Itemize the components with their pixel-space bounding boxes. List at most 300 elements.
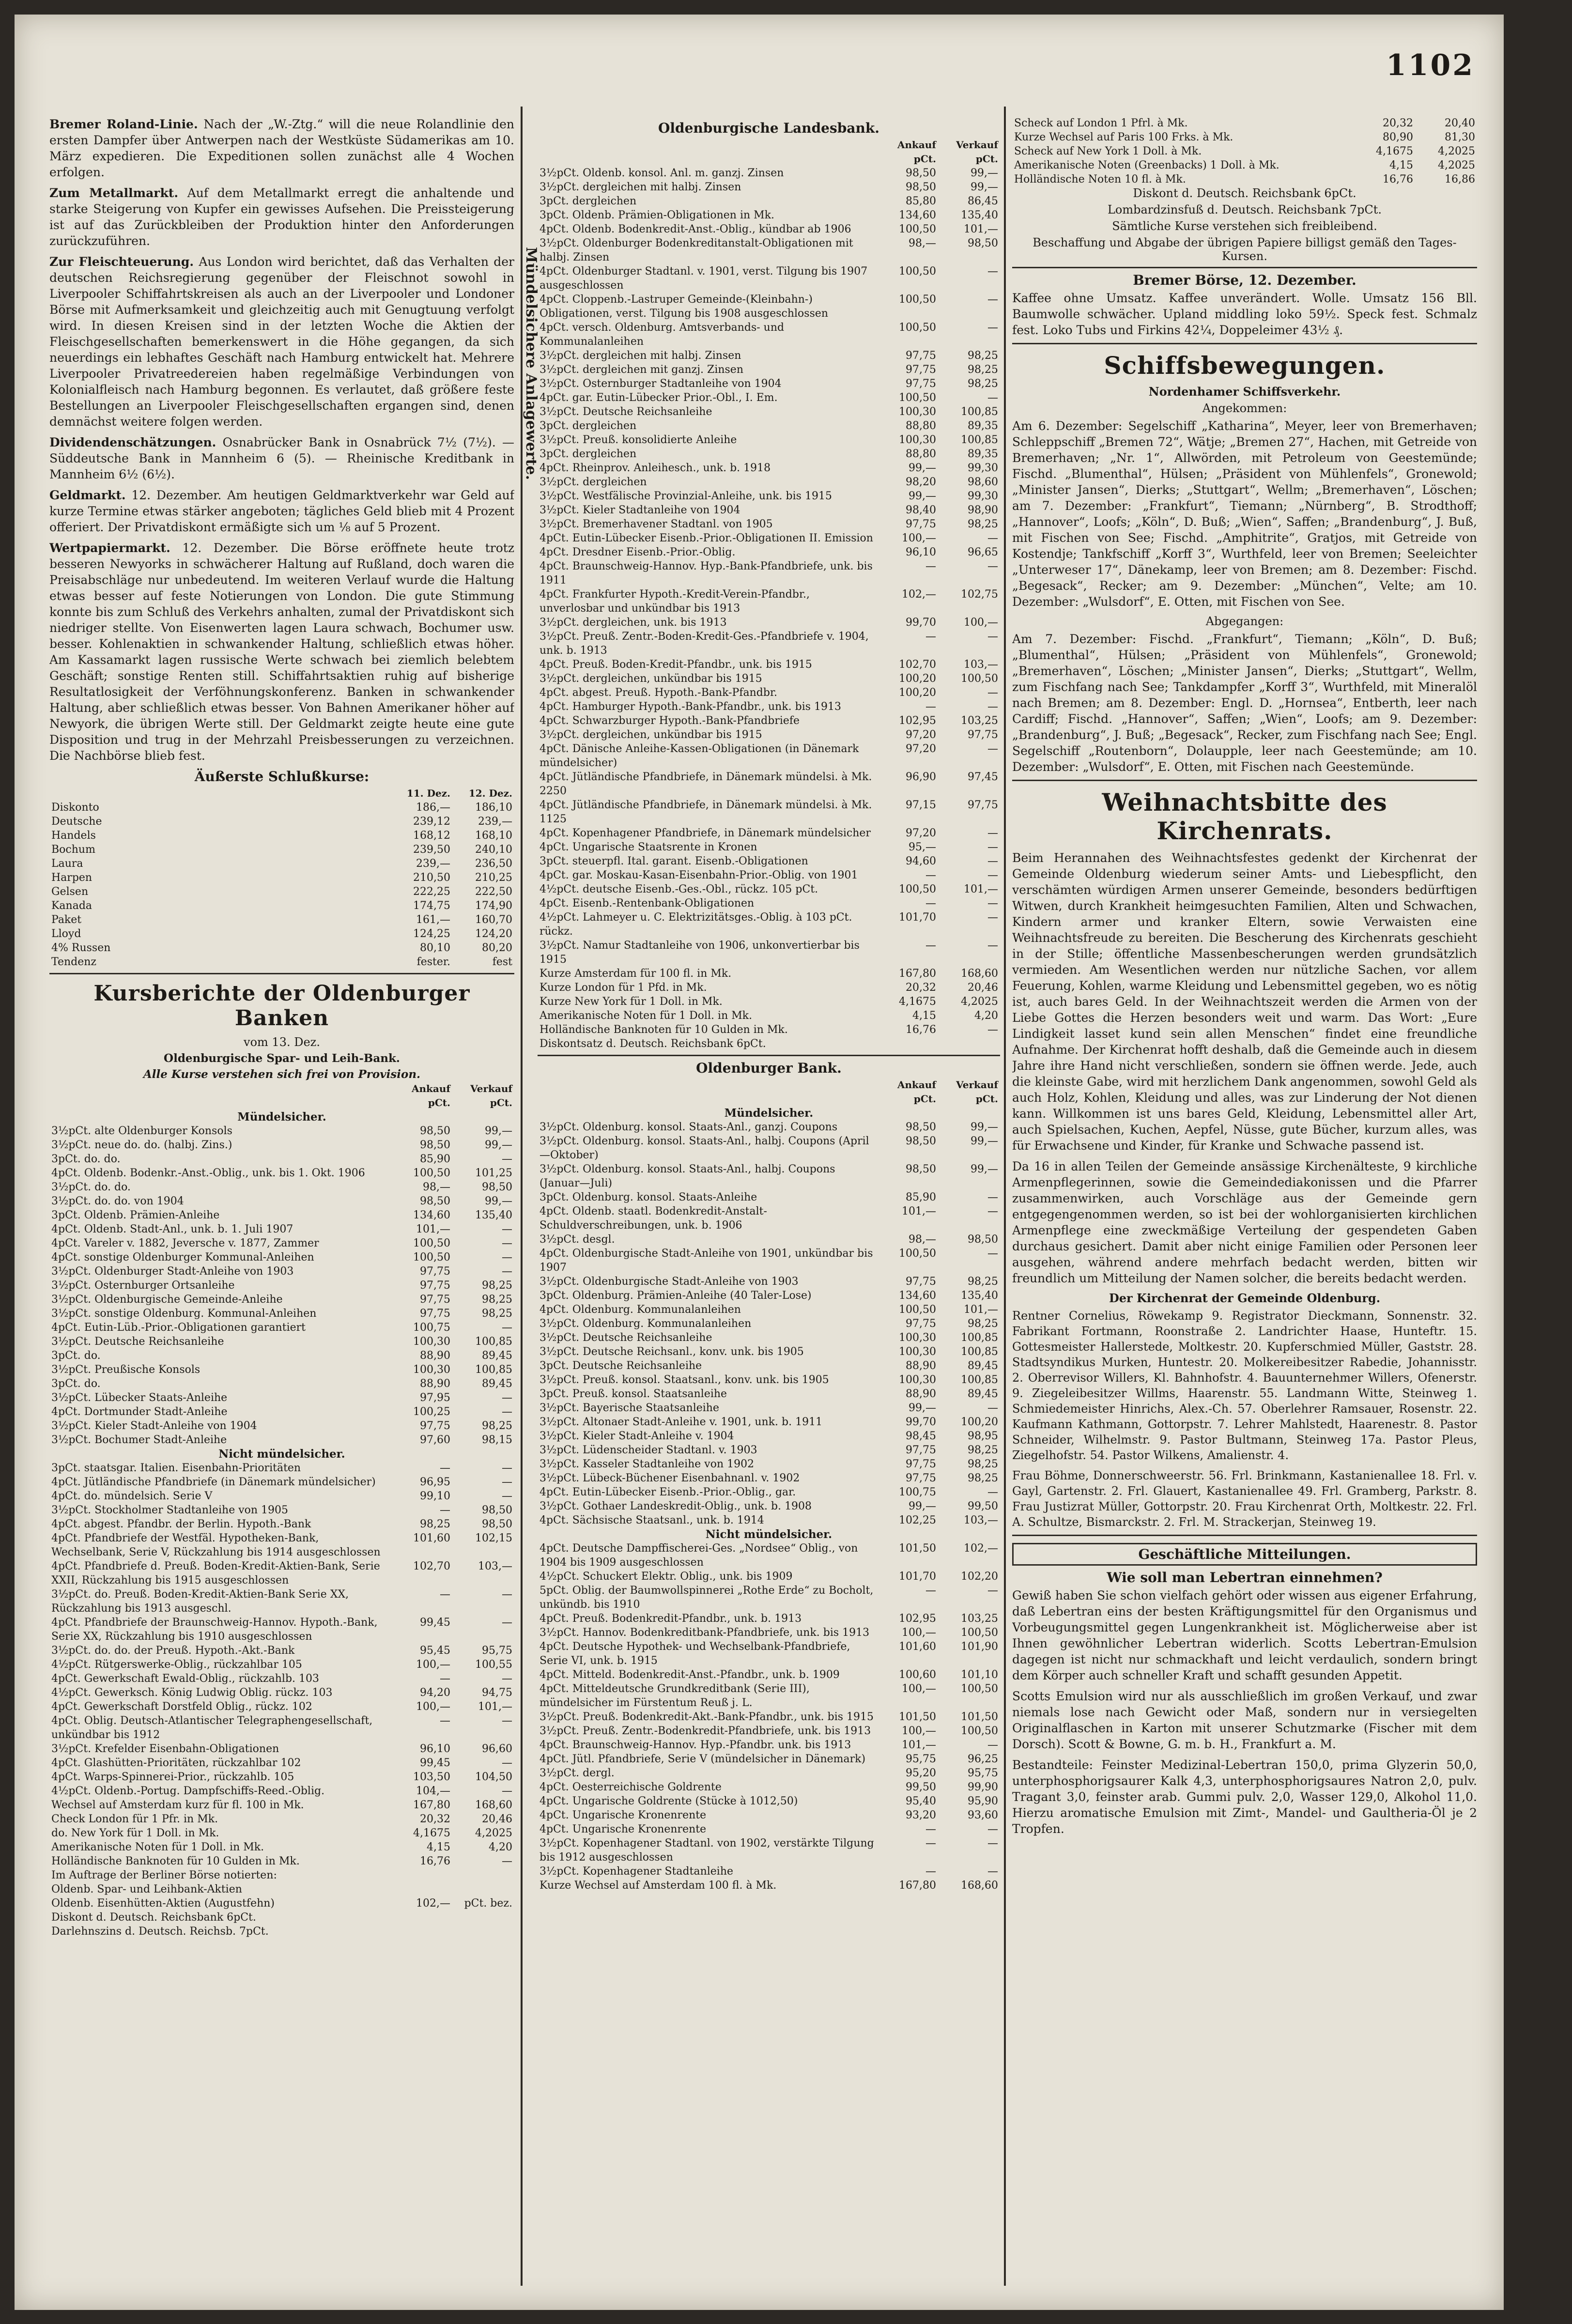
buy-value: 100,30 — [899, 1374, 936, 1386]
buy-value: 134,60 — [899, 209, 936, 221]
buy-value: 97,15 — [906, 799, 936, 811]
row-label: 4pCt. Eutin-Lübecker Eisenb.-Prior.-Oblig., gar. — [539, 1486, 796, 1498]
sell-value: 160,70 — [475, 914, 512, 926]
landesbank-row — [538, 419, 1000, 433]
landesbank-table — [538, 138, 1000, 1051]
landesbank-row — [538, 1037, 1000, 1051]
row-label: 3½pCt. Preußische Konsols — [51, 1364, 200, 1376]
buy-value: 239,— — [416, 858, 450, 870]
buy-value: 98,50 — [420, 1125, 450, 1137]
kurs-row — [49, 1377, 514, 1391]
row-label: 4pCt. do. mündelsich. Serie V — [51, 1490, 213, 1502]
buy-value: 100,30 — [899, 1346, 936, 1358]
kurs-row — [49, 1616, 514, 1644]
landesbank-title: Oldenburgische Landesbank. — [658, 120, 879, 136]
sell-value: 4,20 — [489, 1841, 512, 1853]
sell-value: 94,75 — [482, 1687, 512, 1699]
gesch-title: Geschäftliche Mitteilungen. — [1012, 1543, 1477, 1566]
buy-value: 4,15 — [912, 1010, 936, 1022]
sell-value: — — [502, 1265, 512, 1277]
buy-value: 98,50 — [906, 181, 936, 193]
buy-value: 80,10 — [420, 942, 450, 954]
kurs-row — [49, 1236, 514, 1250]
buy-value: 97,75 — [420, 1420, 450, 1432]
row-label: 3½pCt. alte Oldenburger Konsols — [51, 1125, 232, 1137]
buy-value: 98,50 — [906, 1121, 936, 1133]
buy-value: — — [925, 869, 936, 881]
sell-value: — — [502, 1237, 512, 1249]
kurs-row — [49, 1742, 514, 1756]
buy-value: 101,— — [416, 1223, 450, 1235]
buy-value: 95,40 — [906, 1795, 936, 1807]
olbank-row — [538, 1134, 1000, 1162]
divider — [1012, 1535, 1477, 1536]
landesbank-row — [538, 826, 1000, 840]
section-row — [538, 1527, 1000, 1541]
olbank-row — [538, 1682, 1000, 1710]
sell-value — [452, 1882, 514, 1896]
row-label: Holländische Noten 10 fl. à Mk. — [1014, 173, 1186, 185]
news-paragraph-text: 12. Dezember. Am heutigen Geldmarktverkehr war Geld auf kurze Termine etwas stärker angeboten; tägliches Geld blieb mit 4 Prozent offeriert. Der Privatdiskont ermäßigte sich um ⅛ auf 5 Prozent. — [49, 488, 514, 534]
buy-value: 102,— — [902, 588, 936, 600]
landesbank-row — [538, 658, 1000, 672]
row-label: 3pCt. do. do. — [51, 1153, 121, 1165]
row-label: Im Auftrage der Berliner Börse notierten: — [51, 1869, 277, 1881]
row-label: 3½pCt. Deutsche Reichsanleihe — [539, 1332, 712, 1344]
sell-value: — — [987, 1205, 998, 1217]
landesbank-row — [538, 981, 1000, 995]
sell-value: 99,— — [485, 1125, 512, 1137]
kurs-row — [49, 1335, 514, 1349]
kurs-row — [49, 1672, 514, 1686]
table-header-row — [49, 786, 514, 800]
buy-value: 99,45 — [420, 1616, 450, 1629]
row-label: 4pCt. Pfandbriefe der Westfäl. Hypotheken-Bank, Wechselbank, Serie V, Rückzahlung bis 1914 ausgeschlossen — [51, 1532, 381, 1558]
row-label: 4pCt. Jütländische Pfandbriefe (in Dänemark mündelsicher) — [51, 1476, 376, 1488]
row-label: Oldenb. Eisenhütten-Aktien (Augustfehn) — [51, 1897, 275, 1909]
row-label: 3½pCt. dergleichen mit ganzj. Zinsen — [539, 364, 743, 376]
olbank-row — [538, 1513, 1000, 1527]
kurs-tail-row — [49, 1924, 514, 1939]
row-label: 4pCt. Oldenburg. Kommunalanleihen — [539, 1304, 741, 1316]
buy-value: 88,80 — [906, 420, 936, 432]
row-label: 4pCt. sonstige Oldenburger Kommunal-Anleihen — [51, 1251, 314, 1263]
buy-value: 100,50 — [899, 322, 936, 334]
kurs-tail-row — [49, 1896, 514, 1910]
row-label: 3pCt. staatsgar. Italien. Eisenbahn-Prioritäten — [51, 1462, 301, 1474]
buy-value: 4,1675 — [413, 1827, 450, 1839]
news-paragraph-text: Nach der „W.-Ztg.“ will die neue Rolandlinie den ersten Dampfer über Antwerpen nach der Westküste Südamerikas am 10. März expedieren. Die Expeditionen sollen zunächst alle 4 Wochen erfolgen. — [49, 117, 514, 179]
sell-value: 102,75 — [961, 588, 998, 600]
sell-value: — — [502, 1757, 512, 1769]
row-label: 4pCt. Eisenb.-Rentenbank-Obligationen — [539, 897, 755, 909]
row-label: 3½pCt. neue do. do. (halbj. Zins.) — [51, 1139, 232, 1151]
news-paragraph-text: Osnabrücker Bank in Osnabrück 7½ (7½). — Süddeutsche Bank in Mannheim 6 (5). — Rheinische Kreditbank in Mannheim 6½ (6½). — [49, 435, 514, 481]
sidebar-label: Mündelsichere Anlagewerte. — [523, 247, 539, 480]
row-label: Tendenz — [51, 956, 97, 968]
buy-value: 100,— — [902, 1683, 936, 1695]
row-label: 3½pCt. Preuß. konsol. Staatsanl., konv. unk. bis 1905 — [539, 1374, 829, 1386]
sell-value: 20,46 — [968, 982, 998, 994]
sell-value: — — [502, 1153, 512, 1165]
buy-value: — — [925, 1837, 936, 1849]
kirchen-names-2: Frau Böhme, Donnerschweerstr. 56. Frl. Brinkmann, Kastanienallee 18. Frl. v. Gayl, Gartenstr. 2. Frl. Glauert, Kastanienallee 49. Frl. Gramberg, Parkstr. 8. Frau Justizrat Müller, Gottorpstr. 20. Frau Kirchenrat Orth, Moltkestr. 22. Frl. A. Schultze, Bismarckstr. 2. Frl. M. Strackerjan, Steinweg 19. — [1012, 1469, 1477, 1529]
sell-value: — — [987, 897, 998, 909]
row-label: 4% Russen — [51, 942, 111, 954]
buy-value: 16,76 — [420, 1855, 450, 1867]
buy-value: — — [925, 1865, 936, 1878]
kurs-row — [49, 1250, 514, 1264]
row-label: 4pCt. Braunschweig-Hannov. Hyp.-Bank-Pfandbriefe, unk. bis 1911 — [539, 560, 873, 586]
sell-value: 98,25 — [482, 1279, 512, 1292]
row-label: 3½pCt. Kieler Stadtanleihe von 1904 — [539, 504, 740, 516]
sell-value: 89,45 — [482, 1350, 512, 1362]
buy-value: 102,— — [416, 1897, 450, 1909]
buy-value: — — [925, 1585, 936, 1597]
sell-value: 4,2025 — [1438, 159, 1475, 171]
buy-value: — — [925, 1823, 936, 1835]
landesbank-row — [538, 447, 1000, 461]
section-row — [49, 1110, 514, 1124]
buy-value: 186,— — [416, 801, 450, 814]
sell-value: 89,45 — [968, 1360, 998, 1372]
row-label: 3½pCt. Lübecker Staats-Anleihe — [51, 1392, 228, 1404]
buy-value: 88,90 — [906, 1360, 936, 1372]
buy-value: 98,— — [423, 1181, 450, 1193]
row-label: 4pCt. Cloppenb.-Lastruper Gemeinde-(Kleinbahn-) Obligationen, verst. Tilgung bis 1908 ausgeschlossen — [539, 293, 829, 320]
buy-value: 98,20 — [906, 476, 936, 488]
row-label: 4½pCt. deutsche Eisenb.-Ges.-Obl., rückz. 105 pCt. — [539, 883, 818, 895]
buy-value: 97,95 — [420, 1392, 450, 1404]
row-label: 4pCt. Gewerkschaft Ewald-Oblig., rückzahlb. 103 — [51, 1673, 320, 1685]
kurs-row — [49, 1587, 514, 1616]
row-label: 3½pCt. dergleichen mit halbj. Zinsen — [539, 181, 741, 193]
sell-value: 135,40 — [961, 1290, 998, 1302]
row-label: 3½pCt. Altonaer Stadt-Anleihe v. 1901, unk. b. 1911 — [539, 1416, 823, 1428]
buy-value: 95,— — [909, 841, 936, 853]
sell-value: 135,40 — [961, 209, 998, 221]
kirchen-names: Rentner Cornelius, Röwekamp 9. Registrator Dieckmann, Sonnenstr. 32. Fabrikant Fortmann, Roonstraße 2. Landrichter Haase, Hunteftr. 15. Gottesmeister Hallerstede, Moltkestr. 20. Kupferschmied Müller, Gaststr. 28. Stadtsyndikus Murken, Huntestr. 20. Molkereibesitzer Rabedie, Johannisstr. 2. Oberrevisor Willers, Kl. Bahnhofstr. 4. Bauunternehmer Willers, Ofenerstr. 9. Ziegeleibesitzer Willms, Haarenstr. 55. Landmann Witte, Steinweg 1. Schmiedemeister Hinrichs, Alex.-Ch. 57. Oberlehrer Ramsauer, Rosenstr. 22. Kaufmann Kathmann, Gottorpstr. 7. Lehrer Mahlstedt, Haarenestr. 8. Pastor Schneider, Wilhelmstr. 9. Pastor Bultmann, Steinweg 17a. Pastor Pleus, Ziegelhofstr. 54. Pastor Wilkens, Amalienstr. 4. — [1012, 1309, 1477, 1462]
row-label: 4pCt. Gewerkschaft Dorstfeld Oblig., rückz. 102 — [51, 1701, 312, 1713]
sell-value: 98,25 — [968, 1444, 998, 1456]
landesbank-row — [538, 292, 1000, 321]
sell-value: — — [987, 827, 998, 839]
sell-value: 99,— — [971, 181, 998, 193]
news-paragraph-head: Geldmarkt. — [49, 488, 126, 502]
buy-value: 93,20 — [906, 1809, 936, 1821]
kurs-row — [49, 1559, 514, 1587]
buy-value: 100,20 — [899, 673, 936, 685]
sell-value: 99,— — [971, 1135, 998, 1147]
buy-value — [390, 1868, 452, 1882]
news-paragraph-head: Dividendenschätzungen. — [49, 435, 216, 449]
row-label: 3½pCt. Deutsche Reichsanl., konv. unk. bis 1905 — [539, 1346, 804, 1358]
section-label: Mündelsicher. — [237, 1110, 326, 1124]
row-label: 3½pCt. Oldenburg. konsol. Staats-Anl., ganzj. Coupons — [539, 1121, 838, 1133]
column-header: Verkauf pCt. — [956, 139, 998, 165]
column-header: 12. Dez. — [468, 787, 512, 799]
sell-value: 4,2025 — [475, 1827, 512, 1839]
landesbank-row — [538, 559, 1000, 587]
sell-value — [452, 1910, 514, 1924]
buy-value — [390, 1882, 452, 1896]
row-label: 3½pCt. desgl. — [539, 1233, 615, 1246]
landesbank-row — [538, 714, 1000, 728]
kurs-row — [49, 1503, 514, 1517]
olbank-row — [538, 1429, 1000, 1443]
sell-value: — — [987, 939, 998, 952]
buy-value: 100,— — [902, 1725, 936, 1737]
sell-value: 98,50 — [482, 1504, 512, 1516]
angek-title: Angekommen: — [1202, 401, 1287, 415]
row-label: 4pCt. Oblig. Deutsch-Atlantischer Telegraphengesellschaft, unkündbar bis 1912 — [51, 1715, 373, 1741]
buy-value: 102,70 — [413, 1560, 450, 1572]
olbank-row — [538, 1120, 1000, 1134]
row-label: 4pCt. Oesterreichische Goldrente — [539, 1781, 722, 1793]
olbank-title: Oldenburger Bank. — [696, 1060, 842, 1076]
row-label: Laura — [51, 858, 83, 870]
sell-value: 100,85 — [961, 1346, 998, 1358]
buy-value: 97,75 — [420, 1279, 450, 1292]
buy-value: 4,15 — [427, 1841, 450, 1853]
olbank-row — [538, 1668, 1000, 1682]
sell-value: 98,50 — [968, 1233, 998, 1246]
news-paragraph-text: 12. Dezember. Die Börse eröffnete heute trotz besseren Newyorks in schwächerer Haltung auf Rußland, doch waren die Preisabschläge nur unbedeutend. Im weiteren Verlauf wurde die Haltung etwas besser auf feste Notierungen von London. Die gute Stimmung konnte bis zum Schluß des Verkehrs anhalten, zumal der Privatdiskont sich niedriger stellte. Von Eisenwerten lagen Laura schwach, Bochumer usw. besser. Kohlenaktien in schwankender Haltung, schließlich etwas höher. Am Kassamarkt lagen russische Werte schwach bei ziemlich belebtem Geschäft; sonstige Renten still. Schiffahrtsaktien ruhig auf bisherige Resultatlosigkeit der Verföhnungskonferenz. Banken in schwankender Haltung, aber schließlich etwas besser. Von Bahnen Amerikaner höher auf Newyork, die übrigen Werte still. Der Geldmarkt zeigte heute eine gute Disposition und trug in der Mehrzahl Preisbesserungen zu verzeichnen. Die Nachbörse blieb fest. — [49, 541, 514, 763]
landesbank-row — [538, 630, 1000, 658]
olbank-row — [538, 1612, 1000, 1626]
section-label: Mündelsicher. — [724, 1107, 814, 1120]
buy-value: 161,— — [416, 914, 450, 926]
row-label: 3½pCt. Kieler Stadt-Anleihe v. 1904 — [539, 1430, 734, 1442]
sell-value: 236,50 — [475, 858, 512, 870]
news-paragraph — [49, 434, 514, 482]
buy-value: 102,95 — [899, 1613, 936, 1625]
buy-value: 99,45 — [420, 1757, 450, 1769]
landesbank-row — [538, 264, 1000, 292]
olbank-table — [538, 1078, 1000, 1893]
landesbank-row — [538, 349, 1000, 363]
row-label: Kurze New York für 1 Doll. in Mk. — [539, 996, 723, 1008]
kurs-row — [49, 1264, 514, 1278]
row-label: Deutsche — [51, 816, 102, 828]
row-label: 3½pCt. Oldenburg. konsol. Staats-Anl., halbj. Coupons (Januar—Juli) — [539, 1163, 835, 1189]
leber-ingredients: Bestandteile: Feinster Medizinal-Lebertran 150,0, prima Glyzerin 50,0, unterphosphorigsaurer Kalk 4,3, unterphosphorigsaures Natron 2,0, pulv. Tragant 3,0, feinster arab. Gummi pulv. 2,0, Wasser 129,0, Alkohol 11,0. Hierzu aromatische Emulsion mit Zimt-, Mandel- und Gaultheria-Öl je 2 Tropfen. — [1012, 1758, 1477, 1836]
buy-value: 100,50 — [899, 883, 936, 895]
sell-value: — — [987, 532, 998, 544]
buy-value: 98,25 — [420, 1518, 450, 1530]
sell-value: 98,50 — [482, 1181, 512, 1193]
column-header: Ankauf pCt. — [897, 139, 936, 165]
buy-value: 16,76 — [1383, 173, 1413, 185]
buy-value: 85,80 — [906, 195, 936, 207]
row-label: 3½pCt. do. Preuß. Boden-Kredit-Aktien-Bank Serie XX, Rückzahlung bis 1913 ausgeschl. — [51, 1588, 349, 1615]
olbank-row — [538, 1485, 1000, 1499]
row-label: 4½pCt. Gewerksch. König Ludwig Oblig. rückz. 103 — [51, 1687, 333, 1699]
news-paragraph-head: Wertpapiermarkt. — [49, 541, 170, 555]
sell-value: 98,25 — [968, 364, 998, 376]
olbank-row — [538, 1822, 1000, 1836]
landesbank-row — [538, 770, 1000, 798]
buy-value: 100,50 — [413, 1237, 450, 1249]
kurs-row — [49, 1517, 514, 1531]
schluss-row — [49, 815, 514, 829]
olbank-row — [538, 1457, 1000, 1471]
kurs-row — [49, 1756, 514, 1770]
buy-value: 102,70 — [899, 659, 936, 671]
row-label: 3½pCt. dergleichen, unk. bis 1913 — [539, 616, 727, 629]
landesbank-row — [538, 531, 1000, 545]
wechsel-note: Diskont d. Deutsch. Reichsbank 6pCt. — [1133, 186, 1356, 200]
sell-value: 98,25 — [482, 1293, 512, 1306]
olbank-row — [538, 1808, 1000, 1822]
sell-value: 124,20 — [475, 928, 512, 940]
landesbank-row — [538, 798, 1000, 826]
olbank-row — [538, 1640, 1000, 1668]
buy-value: 97,75 — [906, 1458, 936, 1470]
sell-value: 99,— — [971, 167, 998, 179]
column-right — [1012, 116, 1477, 1842]
buy-value: 101,50 — [899, 1542, 936, 1554]
buy-value: 88,90 — [420, 1350, 450, 1362]
row-label: 4pCt. abgest. Preuß. Hypoth.-Bank-Pfandbr. — [539, 687, 778, 699]
angek-text: Am 6. Dezember: Segelschiff „Katharina“, Meyer, leer von Bremerhaven; Schleppschiff „Bremen 72“, Wätje; „Bremen 27“, Hachen, mit Getreide von Bremerhaven; „Nr. 1“, Allwörden, mit Petroleum von Geestemünde; Fischd. „Blumenthal“, Hülsen; „Präsident von Mühlenfels“, Gronewold; „Minister Jansen“, Dierks; „Stuttgart“, Wellm; „Bremerhaven“, Löschen; am 7. Dezember: „Frankfurt“, Tiemann; „Nürnberg“, B. Strodthoff; „Hannover“, Loofs; „Köln“, D. Buß; „Wien“, Saffen; „Brandenburg“, J. Buß, mit Fischen von See; Fischd. „Amphitrite“, Gratjos, mit Getreide von Kostendje; Tankfschiff „Korff 3“, Wurthfeld, leer von Bremen; Seeleichter „Unterweser 17“, Dänekamp, leer von Bremen; am 8. Dezember: Fischd. „Begesack“, Recker; am 9. Dezember: „München“, Velte; am 10. Dezember: „Wulsdorf“, E. Otten, mit Fischen von See. — [1012, 419, 1477, 609]
buy-value: 101,60 — [899, 1641, 936, 1653]
buy-value: 88,80 — [906, 448, 936, 460]
sell-value: — — [502, 1715, 512, 1727]
row-label: Handels — [51, 830, 96, 842]
landesbank-row — [538, 868, 1000, 882]
buy-value: 100,50 — [899, 265, 936, 277]
sell-value: 100,85 — [961, 1374, 998, 1386]
landesbank-row — [538, 208, 1000, 222]
sell-value: 98,25 — [482, 1420, 512, 1432]
row-label: 3pCt. steuerpfl. Ital. garant. Eisenb.-Obligationen — [539, 855, 808, 867]
buy-value: 101,— — [902, 1739, 936, 1751]
kurs-row — [49, 1489, 514, 1503]
row-label: 4pCt. Dresdner Eisenb.-Prior.-Oblig. — [539, 546, 736, 558]
sell-value: 168,60 — [475, 1799, 512, 1811]
row-label: 3½pCt. dergleichen — [539, 476, 647, 488]
schluss-row — [49, 955, 514, 969]
sell-value: — — [502, 1392, 512, 1404]
row-label: 4pCt. Hamburger Hypoth.-Bank-Pfandbr., unk. bis 1913 — [539, 701, 842, 713]
sell-value — [938, 1037, 1000, 1051]
sell-value: — — [987, 1585, 998, 1597]
buy-value: 167,80 — [899, 968, 936, 980]
bremer-title: Bremer Börse, 12. Dezember. — [1133, 272, 1356, 288]
news-paragraph — [49, 254, 514, 430]
buy-value: 100,75 — [413, 1322, 450, 1334]
row-label: do. New York für 1 Doll. in Mk. — [51, 1827, 219, 1839]
sell-value: — — [502, 1251, 512, 1263]
buy-value: 100,60 — [899, 1669, 936, 1681]
row-label: 3½pCt. dergleichen, unkündbar bis 1915 — [539, 729, 762, 741]
news-paragraph-text: Auf dem Metallmarkt erregt die anhaltende und starke Steigerung von Kupfer ein gewisses Aufsehen. Die Preissteigerung ist auf das Zurückbleiben der Produktion hinter den Anforderungen zurückzuführen. — [49, 186, 514, 248]
row-label: Harpen — [51, 872, 92, 884]
kurs-row — [49, 1166, 514, 1180]
buy-value: 97,60 — [420, 1434, 450, 1446]
kurs-row — [49, 1461, 514, 1475]
buy-value: — — [925, 897, 936, 909]
buy-value: 99,70 — [906, 616, 936, 629]
row-label: 3½pCt. sonstige Oldenburg. Kommunal-Anleihen — [51, 1308, 317, 1320]
sell-value: 101,90 — [961, 1641, 998, 1653]
landesbank-row — [538, 1023, 1000, 1037]
row-label: Scheck auf London 1 Pfrl. à Mk. — [1014, 117, 1188, 129]
sell-value: — — [502, 1406, 512, 1418]
row-label: 3pCt. Deutsche Reichsanleihe — [539, 1360, 702, 1372]
sell-value: 98,25 — [968, 1472, 998, 1484]
sell-value: 101,— — [964, 223, 998, 235]
olbank-row — [538, 1780, 1000, 1794]
buy-value: 16,76 — [906, 1024, 936, 1036]
buy-value: — — [440, 1504, 450, 1516]
landesbank-row — [538, 854, 1000, 868]
buy-value: 96,10 — [420, 1743, 450, 1755]
row-label: 3½pCt. do. do. der Preuß. Hypoth.-Akt.-Bank — [51, 1645, 295, 1657]
kurs-row — [49, 1278, 514, 1293]
olbank-row — [538, 1204, 1000, 1232]
sell-value: 100,85 — [961, 406, 998, 418]
buy-value — [876, 1037, 938, 1051]
buy-value: 97,75 — [420, 1308, 450, 1320]
row-label: 4pCt. Mitteldeutsche Grundkreditbank (Serie III), mündelsicher im Fürstentum Reuß j. L. — [539, 1683, 810, 1709]
olbank-row — [538, 1878, 1000, 1893]
schluss-row — [49, 857, 514, 871]
kirchen-paragraph-2: Da 16 in allen Teilen der Gemeinde ansässige Kirchenälteste, 9 kirchliche Armenpflegerinnen, sowie die Gemeindediakonissen und die Pfarrer zusammenwirken, auch Vorschläge aus der Gemeinde gern entgegengenommen werden, so ist bei der wohlorganisierten kirchlichen Armenpflege eine zweckmäßige Verteilung der gespendeten Gaben durchaus gesichert. Damit aber nicht einige Familien oder Personen leer ausgehen, während andere mehrfach bedacht werden, bitten wir freundlich um Mitteilung der Namen solcher, die bereits bedacht werden. — [1012, 1159, 1477, 1285]
row-label: 3½pCt. Kopenhagener Stadtanleihe — [539, 1865, 734, 1878]
sell-value: 100,20 — [961, 1416, 998, 1428]
buy-value: 102,95 — [899, 715, 936, 727]
kurs-row — [49, 1798, 514, 1812]
sell-value: 4,2025 — [961, 996, 998, 1008]
row-label: 3½pCt. Deutsche Reichsanleihe — [51, 1336, 224, 1348]
sell-value: 86,45 — [968, 195, 998, 207]
buy-value: 99,70 — [906, 1416, 936, 1428]
sell-value: 100,50 — [961, 1627, 998, 1639]
sell-value: — — [987, 1837, 998, 1849]
news-paragraph-head: Zur Fleischteuerung. — [49, 255, 194, 269]
row-label: 4pCt. Preuß. Boden-Kredit-Pfandbr., unk. bis 1915 — [539, 659, 812, 671]
row-label: 3½pCt. Krefelder Eisenbahn-Obligationen — [51, 1743, 279, 1755]
sell-value: 97,45 — [968, 771, 998, 783]
buy-value: 239,12 — [413, 816, 450, 828]
row-label: 4pCt. Oldenburger Stadtanl. v. 1901, verst. Tilgung bis 1907 ausgeschlossen — [539, 265, 868, 292]
sell-value: 98,50 — [482, 1518, 512, 1530]
buy-value: 94,60 — [906, 855, 936, 867]
landesbank-row — [538, 405, 1000, 419]
schluss-row — [49, 941, 514, 955]
row-label: Diskont d. Deutsch. Reichsbank 6pCt. — [51, 1911, 256, 1924]
row-label: Wechsel auf Amsterdam kurz für fl. 100 in Mk. — [51, 1799, 304, 1811]
sell-value: — — [502, 1855, 512, 1867]
buy-value: 97,75 — [906, 518, 936, 530]
kurs-row — [49, 1700, 514, 1714]
row-label: 4pCt. Deutsche Hypothek- und Wechselbank-Pfandbriefe, Serie VI, unk. b. 1915 — [539, 1641, 850, 1667]
buy-value: 100,— — [416, 1701, 450, 1713]
sell-value: 240,10 — [475, 844, 512, 856]
buy-value: 4,1675 — [1376, 145, 1413, 157]
column-header — [49, 1082, 390, 1110]
buy-value: 102,25 — [899, 1514, 936, 1526]
row-label: 4pCt. versch. Oldenburg. Amtsverbands- und Kommunalanleihen — [539, 322, 785, 348]
sell-value: 20,46 — [482, 1813, 512, 1825]
sell-value: 96,25 — [968, 1753, 998, 1765]
row-label: Kurze Wechsel auf Amsterdam 100 fl. à Mk. — [539, 1879, 777, 1892]
buy-value: 134,60 — [899, 1290, 936, 1302]
row-label: 3½pCt. Osternburger Ortsanleihe — [51, 1279, 235, 1292]
kurs-note: Alle Kurse verstehen sich frei von Provision. — [143, 1068, 421, 1081]
